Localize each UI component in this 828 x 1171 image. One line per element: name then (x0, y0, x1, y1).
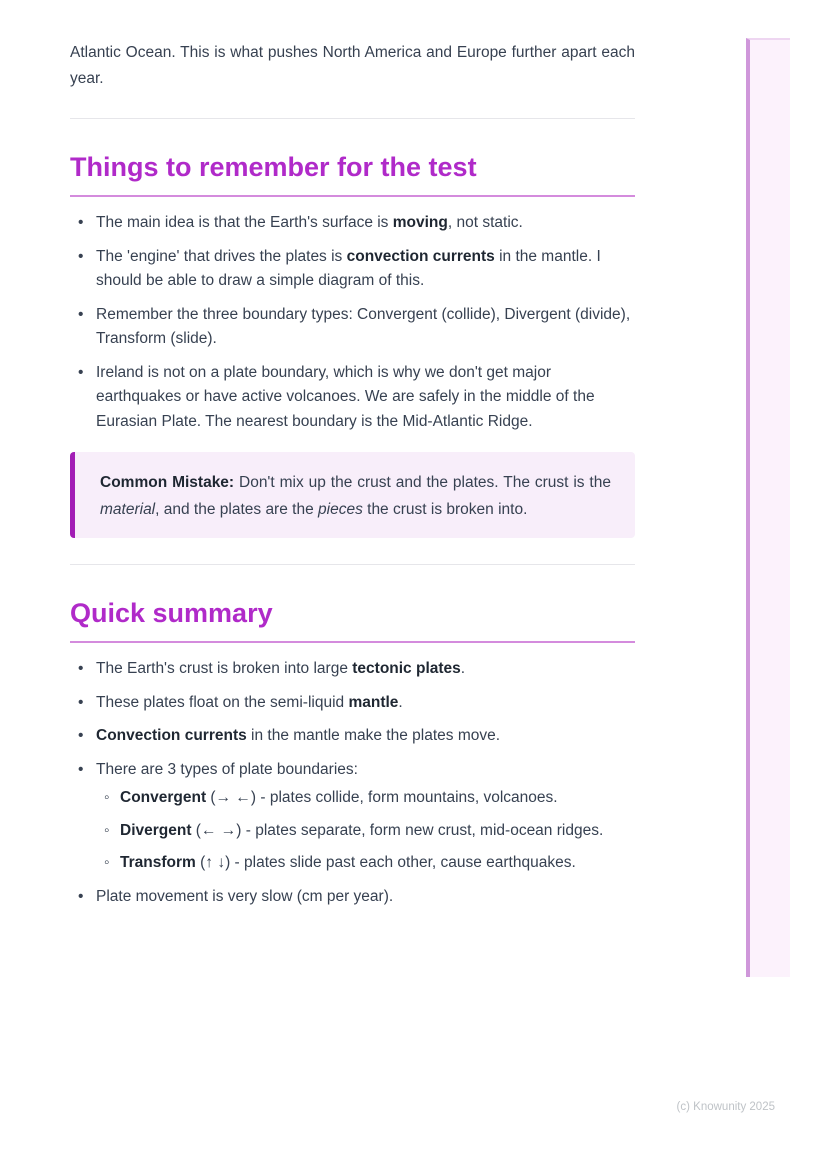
list-item: • Ireland is not on a plate boundary, which is why we don't get major earthquakes or have active volcanoes. We are safely in the middle of the Eurasian Plate. The nearest boundary is the Mid-Atlantic Ridge. (70, 361, 635, 435)
section-title-summary: Quick summary (70, 596, 635, 643)
list-item (70, 758, 635, 876)
boundary-types-sublist (102, 786, 635, 876)
list-item: • Remember the three boundary types: Convergent (collide), Divergent (divide), Transform (slide). (70, 303, 635, 352)
summary-list (70, 657, 635, 909)
list-item: • The main idea is that the Earth's surface is moving, not static. (70, 211, 635, 236)
sub-list-item: ◦ Convergent (→ ←) - plates collide, form mountains, volcanoes. (102, 786, 635, 811)
list-item: • Convection currents in the mantle make the plates move. (70, 724, 635, 749)
sub-list-item: ◦ Transform (↑ ↓) - plates slide past each other, cause earthquakes. (102, 851, 635, 876)
callout-box (70, 452, 635, 538)
list-item: • These plates float on the semi-liquid mantle. (70, 691, 635, 716)
intro-paragraph: Atlantic Ocean. This is what pushes North America and Europe further apart each year. (70, 44, 635, 87)
section-divider (70, 118, 635, 119)
section-divider (70, 564, 635, 565)
callout-text: Common Mistake: Don't mix up the crust and the plates. The crust is the material, and the plates are the pieces the crust is broken into. (100, 474, 611, 518)
remember-list (70, 211, 635, 434)
page-edge-strip (746, 38, 790, 977)
sub-list-item: ◦ Divergent (← →) - plates separate, form new crust, mid-ocean ridges. (102, 819, 635, 844)
footer-copyright: (c) Knowunity 2025 (676, 1101, 775, 1113)
section-title-remember: Things to remember for the test (70, 150, 635, 197)
list-item-text: There are 3 types of plate boundaries: (96, 760, 358, 778)
list-item: • The Earth's crust is broken into large tectonic plates. (70, 657, 635, 682)
document-content (70, 0, 635, 918)
list-item: • Plate movement is very slow (cm per year). (70, 885, 635, 910)
list-item: • The 'engine' that drives the plates is convection currents in the mantle. I should be able to draw a simple diagram of this. (70, 245, 635, 294)
